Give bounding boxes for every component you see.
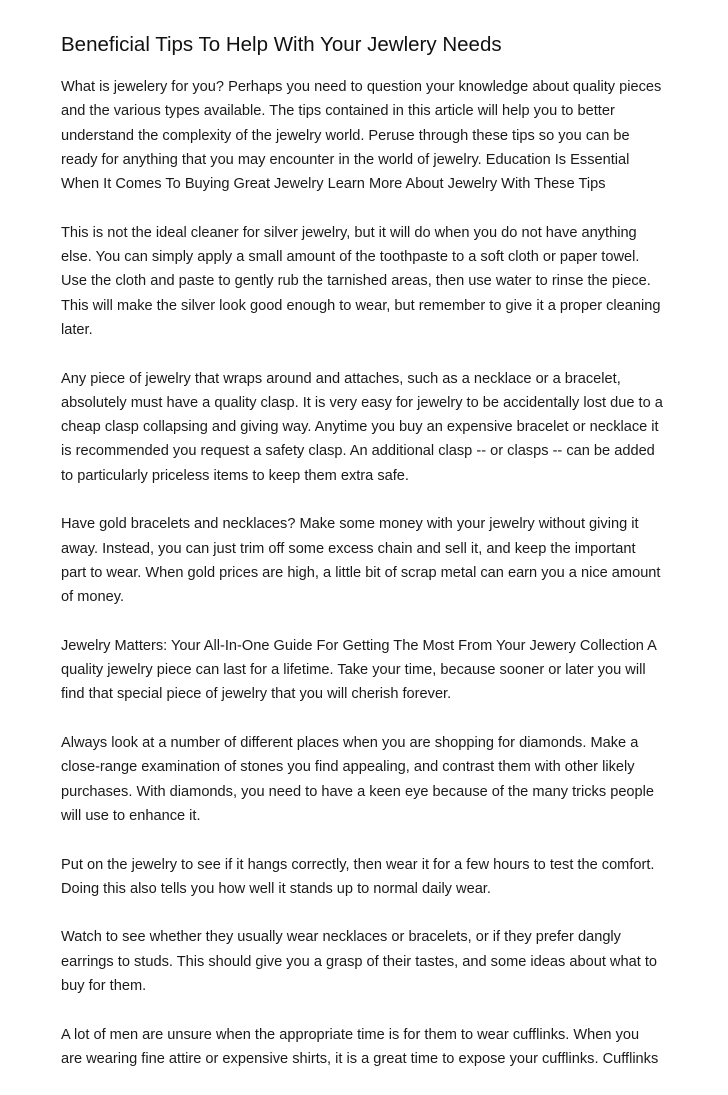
paragraph-6: Always look at a number of different places when you are shopping for diamonds. Make a close-range examination of stones you find appealing, and contrast them with other likely purchases. With diamonds, you need to have a keen eye because of the many tricks people will use to enhance it.	[61, 735, 655, 824]
paragraph-7: Put on the jewelry to see if it hangs correctly, then wear it for a few hours to test the comfort. Doing this also tells you how well it stands up to normal daily wear.	[61, 856, 655, 897]
paragraph-1: What is jewelery for you? Perhaps you need to question your knowledge about quality pieces and the various types available. The tips contained in this article will help you to better understand the complexity of the jewelry world. Peruse through these tips so you can be ready for anything that you may encounter in the world of jewelry. Education Is Essential When It Comes To Buying Great Jewelry Learn More About Jewelry With These Tips	[61, 79, 662, 193]
paragraph-8: Watch to see whether they usually wear necklaces or bracelets, or if they prefer dangly earrings to studs. This should give you a grasp of their tastes, and some ideas about what to buy for them.	[61, 929, 657, 994]
paragraph-9: A lot of men are unsure when the appropriate time is for them to wear cufflinks. When you are wearing fine attire or expensive shirts, it is a great time to expose your cufflinks. Cufflinks	[61, 1026, 659, 1067]
document-title: Beneficial Tips To Help With Your Jewlery Needs	[61, 33, 502, 56]
paragraph-3: Any piece of jewelry that wraps around and attaches, such as a necklace or a bracelet, absolutely must have a quality clasp. It is very easy for jewelry to be accidentally lost due to a cheap clasp collapsing and giving way. Anytime you buy an expensive bracelet or necklace it is recommended you request a safety clasp. An additional clasp -- or clasps -- can be added to particularly priceless items to keep them extra safe.	[61, 370, 663, 484]
paragraph-5: Jewelry Matters: Your All-In-One Guide For Getting The Most From Your Jewery Collection A quality jewelry piece can last for a lifetime. Take your time, because sooner or later you will find that special piece of jewelry that you will cherish forever.	[61, 637, 657, 703]
paragraph-2: This is not the ideal cleaner for silver jewelry, but it will do when you do not have anything else. You can simply apply a small amount of the toothpaste to a soft cloth or paper towel. Use the cloth and paste to gently rub the tarnished areas, then use water to rinse the piece. This will make the silver look good enough to wear, but remember to give it a proper cleaning later.	[61, 224, 661, 338]
paragraph-4: Have gold bracelets and necklaces? Make some money with your jewelry without giving it away. Instead, you can just trim off some excess chain and sell it, and keep the important part to wear. When gold prices are high, a little bit of scrap metal can earn you a nice amount of money.	[61, 516, 661, 606]
document-page	[61, 31, 675, 1095]
